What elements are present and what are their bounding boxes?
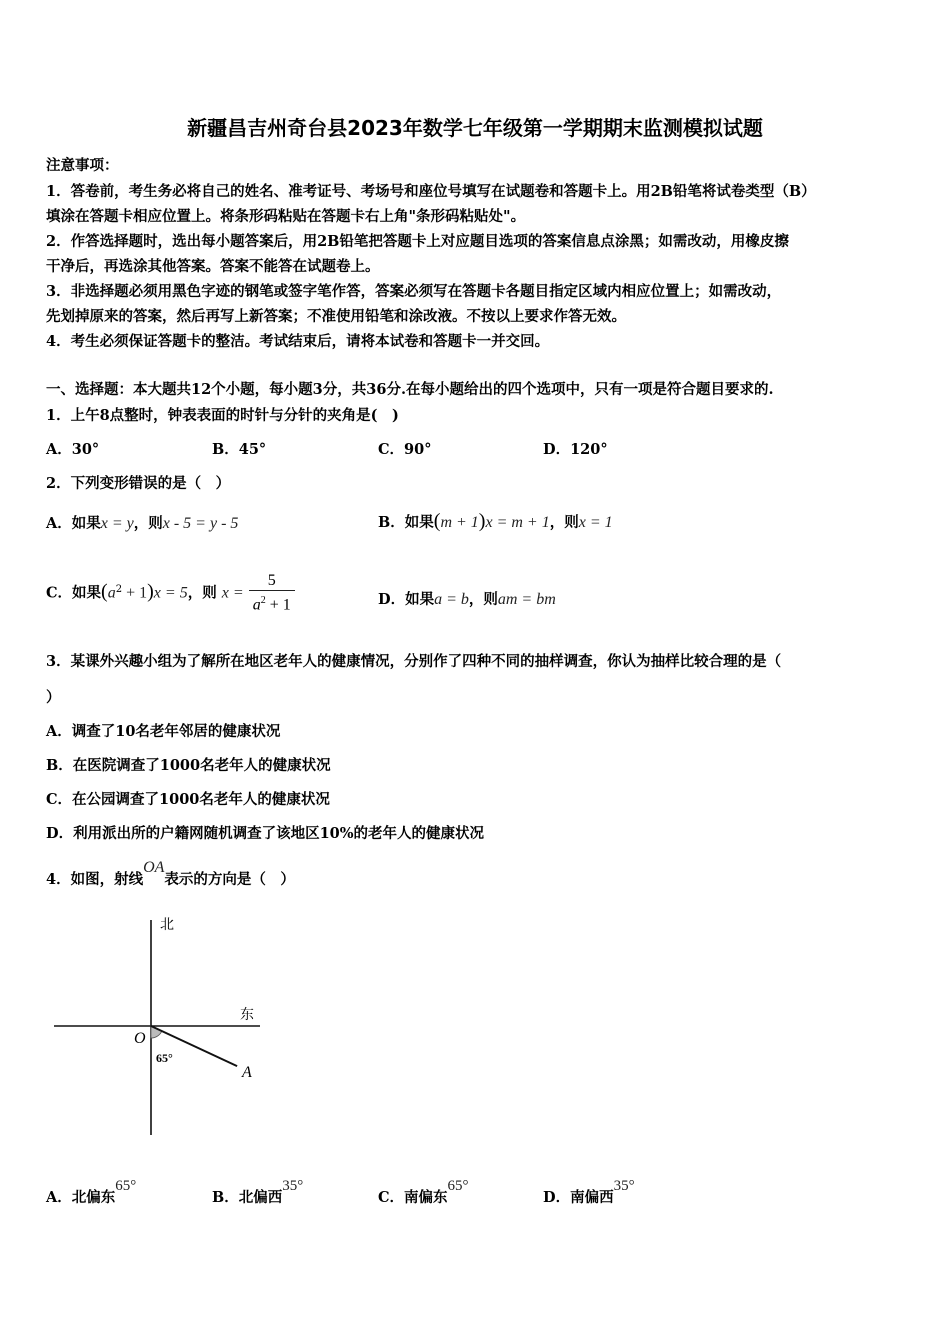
q4d-degree: 35°	[613, 1178, 635, 1194]
east-label: 东	[240, 1008, 254, 1023]
q2a-then: ，则	[133, 515, 163, 532]
direction-figure	[40, 905, 280, 1145]
q4-ray-label: OA	[143, 859, 165, 876]
q2d-label: D．如果	[378, 591, 435, 608]
q1-option-b: B．45°	[212, 441, 267, 458]
question-4-stem	[46, 859, 295, 889]
q2-option-b: B．如果(m + 1)x = m + 1，则x = 1	[378, 510, 613, 532]
q4a-label: A．北偏东	[46, 1189, 116, 1206]
q2c-then: ，则	[187, 584, 217, 602]
q4-option-a	[46, 1178, 137, 1207]
q4c-label: C．南偏东	[378, 1189, 448, 1206]
q4c-degree: 65°	[447, 1178, 469, 1194]
q4-stem-end: 表示的方向是（ ）	[164, 871, 295, 888]
q2c-exp: 2	[115, 583, 123, 595]
notice-line: 1．答卷前，考生务必将自己的姓名、准考证号、考场号和座位号填写在试题卷和答题卡上。用2B铅笔将试卷类型（B）	[46, 183, 816, 200]
q2c-den-plus: + 1	[265, 596, 291, 614]
q4-stem-start: 4．如图，射线	[46, 871, 144, 888]
q3-option-c: C．在公园调查了1000名老年人的健康状况	[46, 791, 330, 808]
q2d-condition: a = b	[434, 591, 469, 608]
q2b-condition: x = m + 1	[485, 514, 550, 531]
q2b-result: x = 1	[578, 514, 613, 531]
q1-option-c: C．90°	[378, 441, 432, 458]
q2d-then: ，则	[468, 591, 498, 608]
q4-option-d	[543, 1178, 635, 1207]
q2c-den-exp: 2	[260, 595, 266, 606]
q4-option-b	[212, 1178, 304, 1207]
q4a-degree: 65°	[115, 1178, 137, 1194]
question-1-stem: 1．上午8点整时，钟表表面的时针与分针的夹角是( )	[46, 407, 399, 424]
q3-option-b: B．在医院调查了1000名老年人的健康状况	[46, 757, 331, 774]
north-label: 北	[160, 918, 174, 933]
question-2-stem: 2．下列变形错误的是（ ）	[46, 475, 231, 492]
q2c-numerator: 5	[249, 572, 295, 591]
q2-option-d	[378, 588, 556, 609]
q2b-label: B．如果	[378, 514, 434, 531]
q2c-denominator	[249, 591, 295, 615]
q2-option-a	[46, 512, 238, 533]
origin-label: O	[134, 1030, 146, 1047]
q2c-condition: x = 5	[153, 584, 188, 602]
q2c-label: C．如果	[46, 584, 102, 602]
q2c-fraction	[249, 572, 295, 615]
notice-line: 2．作答选择题时，选出每小题答案后，用2B铅笔把答题卡上对应题目选项的答案信息点涂黑；如需改动，用橡皮擦	[46, 233, 789, 250]
q2-option-c: C．如果$(a^2 + 1)x = 5$，则 x = $\frac{5}{a^2 + 1}$	[46, 572, 295, 615]
q2c-result-lhs: x =	[221, 584, 244, 602]
q2a-condition: x = y	[100, 515, 134, 532]
question-3-stem: 3．某课外兴趣小组为了解所在地区老年人的健康情况，分别作了四种不同的抽样调查，你认为抽样比较合理的是（	[46, 653, 782, 670]
q2b-then: ，则	[549, 514, 579, 531]
notice-heading: 注意事项：	[46, 157, 119, 174]
q3-option-d: D．利用派出所的户籍网随机调查了该地区10%的老年人的健康状况	[46, 825, 485, 842]
q2c-plus: + 1	[122, 584, 148, 602]
notice-line: 先划掉原来的答案，然后再写上新答案；不准使用铅笔和涂改液。不按以上要求作答无效。	[46, 308, 626, 325]
q4d-label: D．南偏西	[543, 1189, 614, 1206]
notice-line: 干净后，再选涂其他答案。答案不能答在试题卷上。	[46, 258, 380, 275]
question-3-stem-end: ）	[46, 689, 61, 706]
q4-option-c	[378, 1178, 469, 1207]
q2d-result: am = bm	[497, 591, 556, 608]
q3-option-a: A．调查了10名老年邻居的健康状况	[46, 723, 281, 740]
q4b-label: B．北偏西	[212, 1189, 283, 1206]
point-a-label: A	[242, 1064, 252, 1081]
q1-option-a: A．30°	[46, 441, 100, 458]
q2c-den-var: a	[252, 596, 261, 614]
section-heading: 一、选择题：本大题共12个小题，每小题3分，共36分.在每小题给出的四个选项中，只有一项是符合题目要求的.	[46, 381, 774, 398]
notice-line: 4．考生必须保证答题卡的整洁。考试结束后，请将本试卷和答题卡一并交回。	[46, 333, 550, 350]
page-title: 新疆昌吉州奇台县2023年数学七年级第一学期期末监测模拟试题	[187, 116, 763, 140]
q2a-result: x - 5 = y - 5	[162, 515, 239, 532]
notice-line: 3．非选择题必须用黑色字迹的钢笔或签字笔作答，答案必须写在答题卡各题目指定区域内相应位置上；如需改动，	[46, 283, 782, 300]
q2b-condition-paren: m + 1	[440, 514, 479, 531]
q2a-label: A．如果	[46, 515, 101, 532]
q1-option-d: D．120°	[543, 441, 608, 458]
q2c-var: a	[107, 584, 116, 602]
notice-line: 填涂在答题卡相应位置上。将条形码粘贴在答题卡右上角"条形码粘贴处"。	[46, 208, 526, 225]
q4b-degree: 35°	[282, 1178, 304, 1194]
angle-label: 65°	[156, 1051, 173, 1065]
